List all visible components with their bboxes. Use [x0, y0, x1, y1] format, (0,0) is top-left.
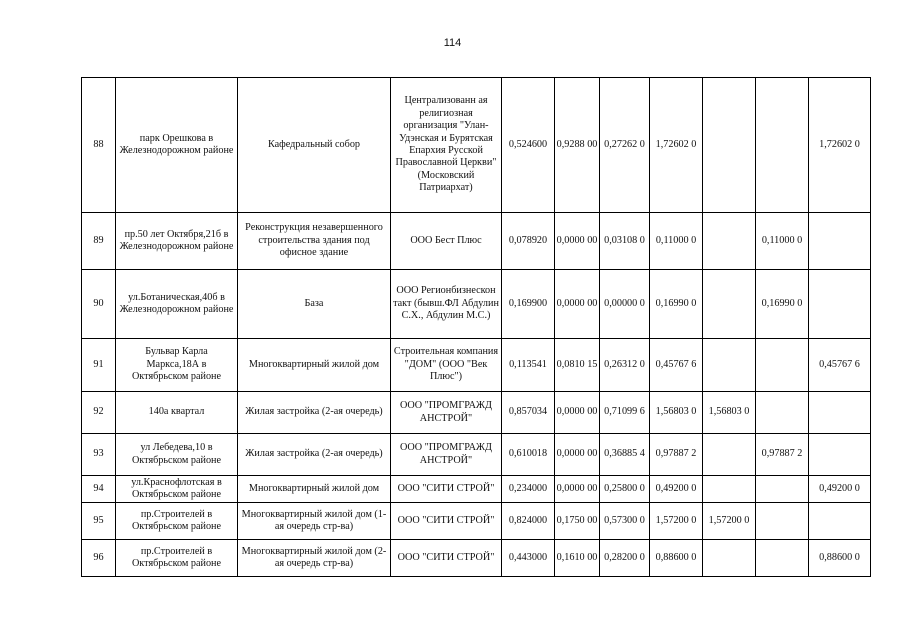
cell-value-1: 0,443000	[502, 540, 555, 577]
cell-address: ул.Ботаническая,40б в Железнодорожном районе	[116, 270, 238, 339]
cell-value-7	[809, 503, 871, 540]
cell-number: 88	[82, 78, 116, 213]
cell-value-3: 0,36885 4	[600, 434, 650, 476]
cell-value-1: 0,234000	[502, 476, 555, 503]
cell-value-4: 1,56803 0	[650, 392, 703, 434]
cell-value-6	[756, 503, 809, 540]
cell-number: 96	[82, 540, 116, 577]
cell-address: ул.Краснофлотская в Октябрьском районе	[116, 476, 238, 503]
cell-value-5	[703, 270, 756, 339]
cell-value-5: 1,57200 0	[703, 503, 756, 540]
cell-object: Жилая застройка (2-ая очередь)	[238, 434, 391, 476]
table-row	[82, 270, 871, 339]
table-row	[82, 434, 871, 476]
cell-value-1: 0,078920	[502, 213, 555, 270]
cell-value-6: 0,97887 2	[756, 434, 809, 476]
cell-owner: ООО "СИТИ СТРОЙ"	[391, 503, 502, 540]
cell-owner: ООО "ПРОМГРАЖД АНСТРОЙ"	[391, 434, 502, 476]
cell-object: База	[238, 270, 391, 339]
cell-value-6	[756, 392, 809, 434]
cell-value-5	[703, 540, 756, 577]
table-row	[82, 78, 871, 213]
cell-value-4: 0,16990 0	[650, 270, 703, 339]
cell-value-7	[809, 434, 871, 476]
cell-value-6: 0,11000 0	[756, 213, 809, 270]
cell-object: Многоквартирный жилой дом	[238, 476, 391, 503]
cell-owner: ООО "ПРОМГРАЖД АНСТРОЙ"	[391, 392, 502, 434]
cell-object: Многоквартирный жилой дом	[238, 339, 391, 392]
cell-value-5	[703, 78, 756, 213]
cell-value-7: 0,45767 6	[809, 339, 871, 392]
cell-owner: ООО Бест Плюс	[391, 213, 502, 270]
cell-object: Многоквартирный жилой дом (1-ая очередь стр-ва)	[238, 503, 391, 540]
cell-value-4: 0,97887 2	[650, 434, 703, 476]
cell-value-3: 0,28200 0	[600, 540, 650, 577]
cell-value-2: 0,1610 00	[555, 540, 600, 577]
cell-value-2: 0,0000 00	[555, 476, 600, 503]
cell-number: 93	[82, 434, 116, 476]
cell-object: Жилая застройка (2-ая очередь)	[238, 392, 391, 434]
cell-value-5	[703, 339, 756, 392]
objects-table	[81, 77, 871, 577]
cell-address: ул Лебедева,10 в Октябрьском районе	[116, 434, 238, 476]
cell-value-1: 0,113541	[502, 339, 555, 392]
cell-address: 140а квартал	[116, 392, 238, 434]
cell-address: пр.50 лет Октября,21б в Железнодорожном районе	[116, 213, 238, 270]
cell-value-3: 0,26312 0	[600, 339, 650, 392]
table-row	[82, 339, 871, 392]
cell-address: пр.Строителей в Октябрьском районе	[116, 540, 238, 577]
cell-value-7: 0,88600 0	[809, 540, 871, 577]
table-row	[82, 213, 871, 270]
cell-value-6	[756, 476, 809, 503]
cell-value-7	[809, 213, 871, 270]
cell-owner: ООО "СИТИ СТРОЙ"	[391, 540, 502, 577]
cell-value-6	[756, 339, 809, 392]
cell-value-1: 0,824000	[502, 503, 555, 540]
cell-owner: Строительная компания "ДОМ" (ООО "Век Плюс")	[391, 339, 502, 392]
cell-object: Кафедральный собор	[238, 78, 391, 213]
cell-value-5	[703, 213, 756, 270]
cell-value-7: 1,72602 0	[809, 78, 871, 213]
cell-value-3: 0,71099 6	[600, 392, 650, 434]
cell-number: 94	[82, 476, 116, 503]
cell-value-6: 0,16990 0	[756, 270, 809, 339]
cell-value-4: 0,11000 0	[650, 213, 703, 270]
cell-value-1: 0,610018	[502, 434, 555, 476]
cell-number: 90	[82, 270, 116, 339]
cell-value-3: 0,00000 0	[600, 270, 650, 339]
table-row	[82, 540, 871, 577]
cell-value-2: 0,0000 00	[555, 270, 600, 339]
cell-value-2: 0,0000 00	[555, 392, 600, 434]
cell-value-2: 0,9288 00	[555, 78, 600, 213]
cell-value-3: 0,25800 0	[600, 476, 650, 503]
cell-value-1: 0,857034	[502, 392, 555, 434]
cell-value-2: 0,0000 00	[555, 213, 600, 270]
cell-number: 92	[82, 392, 116, 434]
cell-value-5	[703, 476, 756, 503]
cell-value-2: 0,0810 15	[555, 339, 600, 392]
cell-value-3: 0,03108 0	[600, 213, 650, 270]
cell-value-2: 0,1750 00	[555, 503, 600, 540]
cell-address: парк Орешкова в Железнодорожном районе	[116, 78, 238, 213]
cell-value-1: 0,169900	[502, 270, 555, 339]
page-number: 114	[443, 37, 462, 49]
table-row	[82, 476, 871, 503]
cell-value-6	[756, 78, 809, 213]
cell-owner: ООО Регионбизнескон такт (бывш.ФЛ Абдулин С.Х., Абдулин М.С.)	[391, 270, 502, 339]
cell-value-4: 0,49200 0	[650, 476, 703, 503]
cell-object: Многоквартирный жилой дом (2-ая очередь стр-ва)	[238, 540, 391, 577]
cell-value-1: 0,524600	[502, 78, 555, 213]
table-row	[82, 503, 871, 540]
cell-value-4: 0,88600 0	[650, 540, 703, 577]
cell-value-7	[809, 270, 871, 339]
cell-number: 91	[82, 339, 116, 392]
cell-value-4: 1,72602 0	[650, 78, 703, 213]
cell-value-3: 0,57300 0	[600, 503, 650, 540]
cell-number: 89	[82, 213, 116, 270]
cell-value-3: 0,27262 0	[600, 78, 650, 213]
cell-value-5	[703, 434, 756, 476]
table-row	[82, 392, 871, 434]
cell-address: пр.Строителей в Октябрьском районе	[116, 503, 238, 540]
cell-value-4: 0,45767 6	[650, 339, 703, 392]
cell-value-5: 1,56803 0	[703, 392, 756, 434]
cell-value-4: 1,57200 0	[650, 503, 703, 540]
cell-object: Реконструкция незавершенного строительства здания под офисное здание	[238, 213, 391, 270]
cell-value-2: 0,0000 00	[555, 434, 600, 476]
cell-value-7	[809, 392, 871, 434]
cell-value-7: 0,49200 0	[809, 476, 871, 503]
cell-number: 95	[82, 503, 116, 540]
cell-owner: ООО "СИТИ СТРОЙ"	[391, 476, 502, 503]
cell-address: Бульвар Карла Маркса,18А в Октябрьском районе	[116, 339, 238, 392]
cell-owner: Централизованн ая религиозная организация "Улан-Удэнская и Бурятская Епархия Русской Православной Церкви" (Московский Патриархат)	[391, 78, 502, 213]
cell-value-6	[756, 540, 809, 577]
